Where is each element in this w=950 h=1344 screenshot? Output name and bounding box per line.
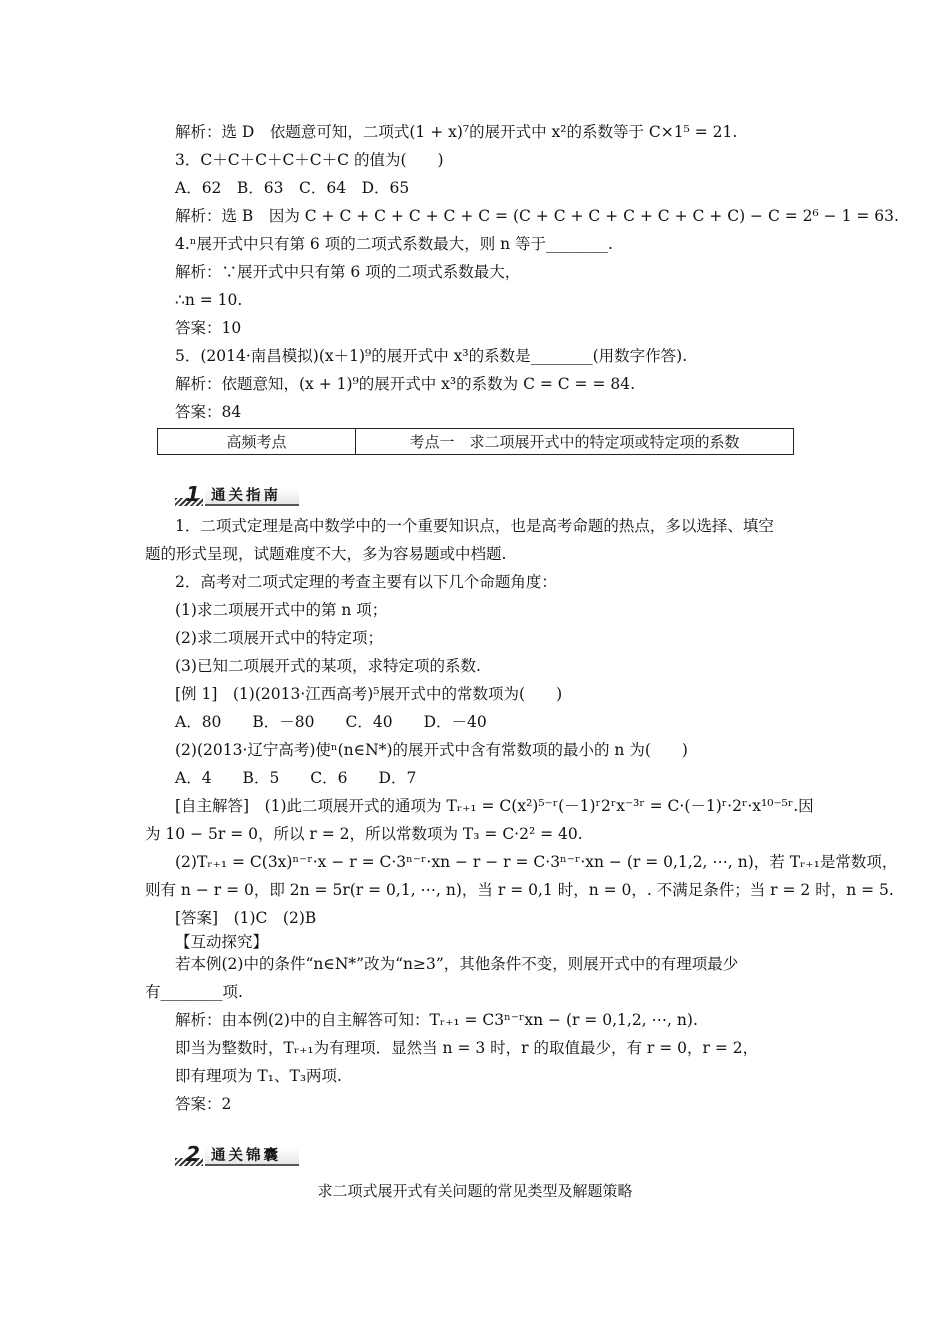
question-4: 4.ⁿ展开式中只有第 6 项的二项式系数最大，则 n 等于________. xyxy=(175,235,613,253)
solution-line-1: 解析：选 D 依题意可知，二项式(1 + x)⁷的展开式中 x²的系数等于 C×1⁵ = 21. xyxy=(175,123,738,141)
badge-label: 通关指南 xyxy=(211,488,281,504)
answer-example-1: [答案] (1)C (2)B xyxy=(175,909,317,927)
section-badge-tips xyxy=(175,1144,300,1166)
guide-paragraph-1-cont: 题的形式呈现，试题难度不大，多为容易题或中档题. xyxy=(145,545,507,563)
self-solution-1: [自主解答] (1)此二项展开式的通项为 Tᵣ₊₁ = C(x²)⁵⁻ʳ(－1)ʳ2ʳx⁻³ʳ = C·(－1)ʳ·2ʳ·x¹⁰⁻⁵ʳ.因 xyxy=(175,797,814,815)
example-1-part-1-options: A．80 B．－80 C．40 D．－40 xyxy=(175,713,487,731)
badge-number: 2 xyxy=(186,1142,200,1166)
answer-5: 答案：84 xyxy=(175,403,242,421)
solution-4-conclusion: ∴n = 10. xyxy=(175,291,243,309)
solution-3: 解析：选 B 因为 C + C + C + C + C + C = (C + C + C + C + C + C + C) − C = 2⁶ − 1 = 63. xyxy=(175,207,899,225)
guide-paragraph-2: 2．高考对二项式定理的考查主要有以下几个命题角度： xyxy=(175,573,557,591)
exploration-question: 若本例(2)中的条件“n∈N*”改为“n≥3”，其他条件不变，则展开式中的有理项最少 xyxy=(175,955,739,973)
solution-5: 解析：依题意知，(x + 1)⁹的展开式中 x³的系数为 C = C = = 84. xyxy=(175,375,636,393)
example-1-part-2: (2)(2013·辽宁高考)使ⁿ(n∈N*)的展开式中含有常数项的最小的 n 为( ) xyxy=(175,741,688,759)
exploration-solution-2: 即当为整数时，Tᵣ₊₁为有理项．显然当 n = 3 时，r 的取值最少，有 r = 0，r = 2， xyxy=(175,1039,759,1057)
guide-angle-3: (3)已知二项展开式的某项，求特定项的系数. xyxy=(175,657,481,675)
section-badge-guide xyxy=(175,484,300,506)
solution-4: 解析：∵展开式中只有第 6 项的二项式系数最大， xyxy=(175,263,521,281)
exploration-answer: 答案：2 xyxy=(175,1095,232,1113)
interactive-exploration-heading: 【互动探究】 xyxy=(175,934,269,951)
topic-header-table xyxy=(157,428,794,455)
example-1-part-2-options: A．4 B．5 C．6 D．7 xyxy=(175,769,417,787)
topic-header-left: 高频考点 xyxy=(158,429,356,455)
exploration-question-cont: 有________项. xyxy=(145,983,243,1001)
exploration-solution-3: 即有理项为 T₁、T₃两项. xyxy=(175,1067,342,1085)
topic-header-right: 考点一 求二项展开式中的特定项或特定项的系数 xyxy=(356,429,794,455)
self-solution-2-cont: 则有 n − r = 0，即 2n = 5r(r = 0,1, ⋯, n)，当 r = 0,1 时，n = 0，. 不满足条件；当 r = 2 时，n = 5. xyxy=(145,881,894,899)
guide-angle-2: (2)求二项展开式中的特定项； xyxy=(175,629,383,647)
question-3-options: A．62 B．63 C．64 D．65 xyxy=(175,179,410,197)
badge-number: 1 xyxy=(186,482,200,506)
exploration-solution: 解析：由本例(2)中的自主解答可知：Tᵣ₊₁ = C3ⁿ⁻ʳxn − (r = 0,1,2, ⋯, n). xyxy=(175,1011,698,1029)
question-3: 3．C＋C＋C＋C＋C＋C 的值为( ) xyxy=(175,151,444,169)
question-5: 5．(2014·南昌模拟)(x＋1)⁹的展开式中 x³的系数是________(用数字作答). xyxy=(175,347,688,365)
self-solution-2: (2)Tᵣ₊₁ = C(3x)ⁿ⁻ʳ·x − r = C·3ⁿ⁻ʳ·xn − r − r = C·3ⁿ⁻ʳ·xn − (r = 0,1,2, ⋯, n)，若 Tᵣ₊₁是常数项， xyxy=(175,853,898,871)
badge-label: 通关锦囊 xyxy=(211,1148,281,1164)
guide-paragraph-1: 1．二项式定理是高中数学中的一个重要知识点，也是高考命题的热点，多以选择、填空 xyxy=(175,517,774,535)
guide-angle-1: (1)求二项展开式中的第 n 项； xyxy=(175,601,388,619)
example-1-part-1: [例 1] (1)(2013·江西高考)⁵展开式中的常数项为( ) xyxy=(175,685,563,703)
self-solution-1-cont: 为 10 − 5r = 0，所以 r = 2，所以常数项为 T₃ = C·2² = 40. xyxy=(145,825,583,843)
answer-4: 答案：10 xyxy=(175,319,242,337)
section-title: 求二项式展开式有关问题的常见类型及解题策略 xyxy=(317,1182,633,1200)
